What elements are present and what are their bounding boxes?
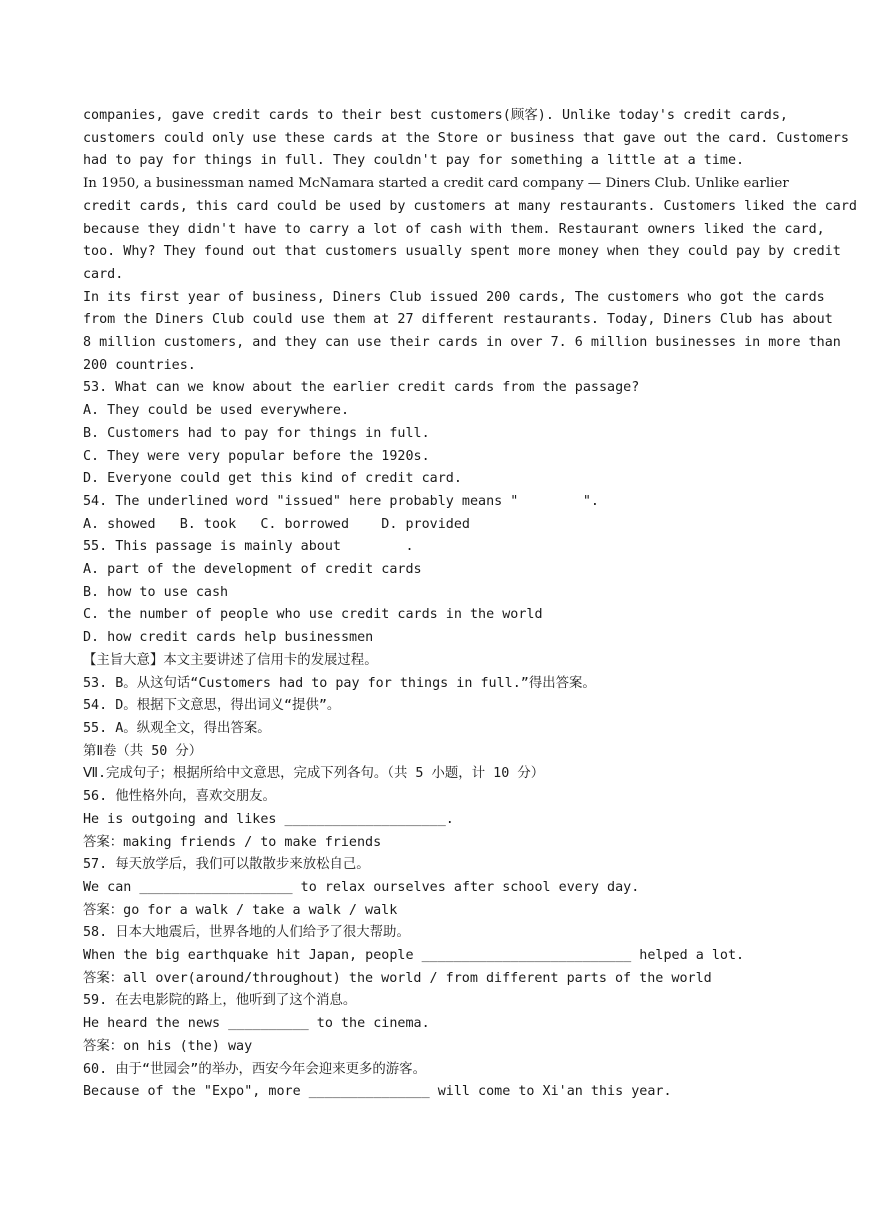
option-b: B. Customers had to pay for things in full.	[83, 425, 430, 441]
option-b: B. how to use cash	[83, 584, 229, 600]
options-row: A. showed B. took C. borrowed D. provided	[83, 516, 470, 532]
answer-line: 答案：all over(around/throughout) the world / from different parts of the world	[83, 970, 712, 986]
question-55	[83, 536, 788, 650]
text-line: 200 countries.	[83, 357, 196, 373]
item-60	[83, 1059, 788, 1104]
text-line: companies, gave credit cards to their best customers(顾客). Unlike today's credit cards,	[83, 108, 788, 123]
option-a: A. They could be used everywhere.	[83, 403, 350, 419]
text-line: from the Diners Club could use them at 27 different restaurants. Today, Diners Club has about	[83, 312, 833, 328]
chinese-prompt: 60. 由于“世园会”的举办，西安今年会迎来更多的游客。	[83, 1061, 426, 1077]
question-stem: 53. What can we know about the earlier credit cards from the passage?	[83, 380, 640, 396]
option-d: D. Everyone could get this kind of credit card.	[83, 471, 462, 487]
answer-55: 55. A。纵观全文，得出答案。	[83, 720, 271, 736]
item-57	[83, 854, 788, 922]
item-59	[83, 990, 788, 1058]
question-stem: 54. The underlined word "issued" here probably means " ".	[83, 493, 599, 509]
text-line: 8 million customers, and they can use their cards in over 7. 6 million businesses in more than	[83, 335, 841, 351]
passage-paragraph-3	[83, 287, 841, 378]
answer-54: 54. D。根据下文意思，得出词义“提供”。	[83, 698, 341, 714]
passage-paragraph-1	[83, 105, 849, 173]
english-sentence: He heard the news __________ to the cinema.	[83, 1016, 430, 1032]
answer-53: 53. B。从这句话“Customers had to pay for things in full.”得出答案。	[83, 675, 596, 691]
chinese-prompt: 57. 每天放学后，我们可以散散步来放松自己。	[83, 857, 370, 873]
chinese-prompt: 59. 在去电影院的路上，他听到了这个消息。	[83, 993, 357, 1009]
answer-analysis	[83, 650, 788, 741]
text-line: had to pay for things in full. They couldn't pay for something a little at a time.	[83, 153, 745, 169]
text-line: too. Why? They found out that customers usually spent more money when they could pay by credit	[83, 244, 841, 260]
part-2	[83, 741, 788, 1104]
text-line: customers could only use these cards at the Store or business that gave out the card. Customers	[83, 130, 849, 146]
answer-line: 答案：making friends / to make friends	[83, 834, 382, 850]
answer-line: 答案：go for a walk / take a walk / walk	[83, 902, 398, 918]
chinese-prompt: 58. 日本大地震后，世界各地的人们给予了很大帮助。	[83, 925, 410, 941]
english-sentence: He is outgoing and likes ____________________.	[83, 811, 454, 827]
text-line: In its first year of business, Diners Club issued 200 cards, The customers who got the cards	[83, 289, 825, 305]
answer-line: 答案：on his (the) way	[83, 1038, 253, 1054]
passage-paragraph-2	[83, 173, 857, 287]
option-c: C. the number of people who use credit cards in the world	[83, 607, 543, 623]
chinese-prompt: 56. 他性格外向，喜欢交朋友。	[83, 789, 276, 805]
option-a: A. part of the development of credit cards	[83, 562, 422, 578]
option-d: D. how credit cards help businessmen	[83, 630, 374, 646]
text-line: In 1950, a businessman named McNamara started a credit card company — Diners Club. Unlike earlier	[83, 176, 789, 192]
option-c: C. They were very popular before the 1920s.	[83, 448, 430, 464]
item-56	[83, 786, 788, 854]
question-53	[83, 377, 788, 491]
text-line: because they didn't have to carry a lot of cash with them. Restaurant owners liked the card,	[83, 221, 825, 237]
question-stem: 55. This passage is mainly about .	[83, 539, 414, 555]
summary-line: 【主旨大意】本文主要讲述了信用卡的发展过程。	[83, 652, 378, 668]
section-heading: Ⅶ.完成句子；根据所给中文意思，完成下列各句。（共 5 小题，计 10 分）	[83, 766, 545, 782]
part-heading: 第Ⅱ卷（共 50 分）	[83, 743, 203, 759]
english-sentence: When the big earthquake hit Japan, people __________________________ helped a lot.	[83, 948, 745, 964]
text-line: card.	[83, 266, 124, 282]
english-sentence: We can ___________________ to relax ourselves after school every day.	[83, 879, 640, 895]
english-sentence: Because of the "Expo", more _______________ will come to Xi'an this year.	[83, 1084, 672, 1100]
item-58	[83, 922, 788, 990]
question-54	[83, 491, 788, 536]
text-line: credit cards, this card could be used by customers at many restaurants. Customers liked the card	[83, 198, 857, 214]
document-page	[83, 105, 857, 1104]
